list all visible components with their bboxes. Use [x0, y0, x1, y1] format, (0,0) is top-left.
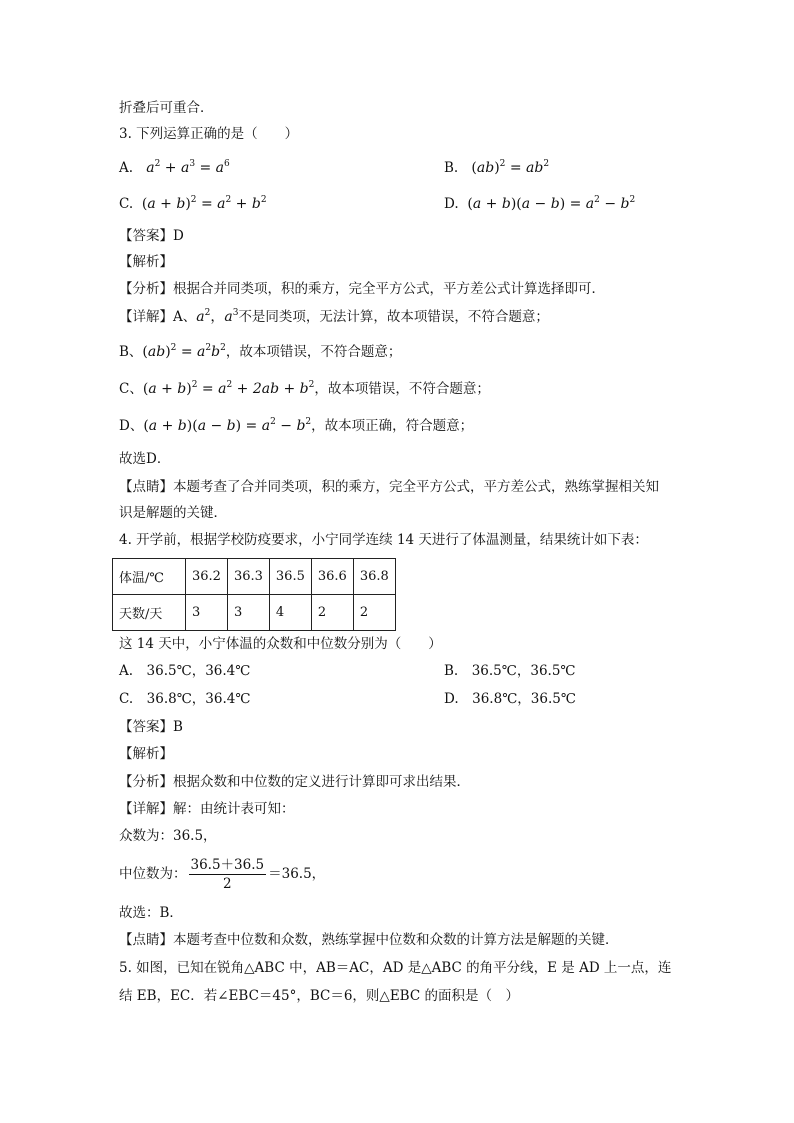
table-row	[113, 559, 396, 595]
table-cell: 36.5	[269, 559, 311, 595]
q3-option-c	[119, 194, 267, 214]
formula: $(a + b)^2 = a^2 + 2ab + b^2$	[142, 380, 315, 397]
formula: $(ab)^2 = ab^2$	[471, 159, 550, 176]
q4-option-a: A. 36.5℃，36.4℃	[119, 663, 251, 679]
formula: $(a + b)(a - b) = a^2 - b^2$	[143, 417, 312, 434]
table-cell: 36.6	[311, 559, 353, 595]
option-label: A.	[119, 160, 134, 176]
table-cell: 36.2	[186, 559, 228, 595]
q3-option-d	[444, 194, 635, 214]
question-3-stem: 3. 下列运算正确的是（ ）	[119, 126, 299, 142]
question-5-line-1: 5. 如图，已知在锐角△ABC 中，AB＝AC，AD 是△ABC 的角平分线，E 是 AD 上一点，连	[119, 960, 672, 976]
text: D、	[119, 418, 144, 434]
question-4-stem: 4. 开学前，根据学校防疫要求，小宁同学连续 14 天进行了体温测量，结果统计如下表：	[119, 532, 648, 548]
formula: $(a + b)(a - b) = a^2 - b^2$	[467, 195, 636, 212]
fraction-numerator: 36.5＋36.5	[190, 857, 265, 873]
table-cell: 36.8	[353, 559, 395, 595]
q3-option-b	[444, 158, 549, 178]
q3-answer: 【答案】D	[119, 228, 184, 244]
q3-xiangjie-b	[119, 342, 401, 362]
q3-choose: 故选D．	[119, 451, 171, 467]
formula: $(a + b)^2 = a^2 + b^2$	[141, 195, 267, 212]
q3-xiangjie-d	[119, 416, 473, 436]
formula: $a^2 + a^3 = a^6$	[137, 159, 230, 176]
text: ，故本项正确，符合题意；	[311, 418, 474, 434]
q3-fenxi: 【分析】根据合并同类项，积的乘方，完全平方公式，平方差公式计算选择即可．	[119, 281, 605, 297]
q4-fenxi: 【分析】根据众数和中位数的定义进行计算即可求出结果．	[119, 774, 470, 790]
q4-option-c: C. 36.8℃，36.4℃	[119, 691, 251, 707]
q4-option-d: D. 36.8℃，36.5℃	[444, 691, 576, 707]
q4-option-b: B. 36.5℃，36.5℃	[444, 663, 576, 679]
q4-xiangjie: 【详解】解：由统计表可知：	[119, 801, 295, 817]
table-cell: 天数/天	[113, 595, 186, 631]
table-cell: 4	[269, 595, 311, 631]
option-label: B.	[444, 160, 459, 176]
text: C、	[119, 381, 143, 397]
q3-dianjing-2: 识是解题的关键．	[119, 505, 227, 521]
text: B、	[119, 344, 143, 360]
q3-xiangjie-c	[119, 379, 490, 399]
table-cell: 3	[227, 595, 269, 631]
formula: $(ab)^2 = a^2b^2$	[142, 343, 226, 360]
table-row	[113, 595, 396, 631]
text-line: 折叠后可重合．	[119, 100, 214, 116]
q4-after-table: 这 14 天中，小宁体温的众数和中位数分别为（ ）	[119, 636, 442, 652]
table-cell: 体温/℃	[113, 559, 186, 595]
q3-xiangjie-a	[119, 307, 549, 327]
text: ，故本项错误，不符合题意；	[225, 344, 402, 360]
fraction	[189, 856, 267, 893]
q4-median	[119, 855, 325, 893]
text: ＝36.5，	[268, 866, 326, 882]
text: 【详解】A、	[119, 309, 197, 325]
fraction-denominator: 2	[223, 876, 232, 892]
q4-jiexi: 【解析】	[119, 746, 173, 762]
q4-dianjing: 【点睛】本题考查中位数和众数，熟练掌握中位数和众数的计算方法是解题的关键．	[119, 932, 619, 948]
q4-choose: 故选：B．	[119, 905, 183, 921]
table-cell: 3	[186, 595, 228, 631]
q3-jiexi: 【解析】	[119, 254, 173, 270]
table-cell: 2	[353, 595, 395, 631]
question-5-line-2: 结 EB，EC．若∠EBC＝45°，BC＝6，则△EBC 的面积是（ ）	[119, 988, 519, 1004]
temperature-table	[112, 558, 396, 631]
text: 不是同类项，无法计算，故本项错误，不符合题意；	[238, 309, 549, 325]
table-cell: 36.3	[227, 559, 269, 595]
q4-mode: 众数为：36.5，	[119, 828, 217, 844]
table-cell: 2	[311, 595, 353, 631]
q3-dianjing-1: 【点睛】本题考查了合并同类项，积的乘方，完全平方公式，平方差公式，熟练掌握相关知	[119, 479, 659, 495]
text: ，故本项错误，不符合题意；	[314, 381, 490, 397]
q4-answer: 【答案】B	[119, 719, 183, 735]
q3-option-a	[119, 158, 230, 178]
option-label: C.	[119, 196, 134, 212]
formula: $a^2$，$a^3$	[196, 308, 239, 325]
option-label: D.	[444, 196, 459, 212]
text: 中位数为：	[119, 866, 187, 882]
